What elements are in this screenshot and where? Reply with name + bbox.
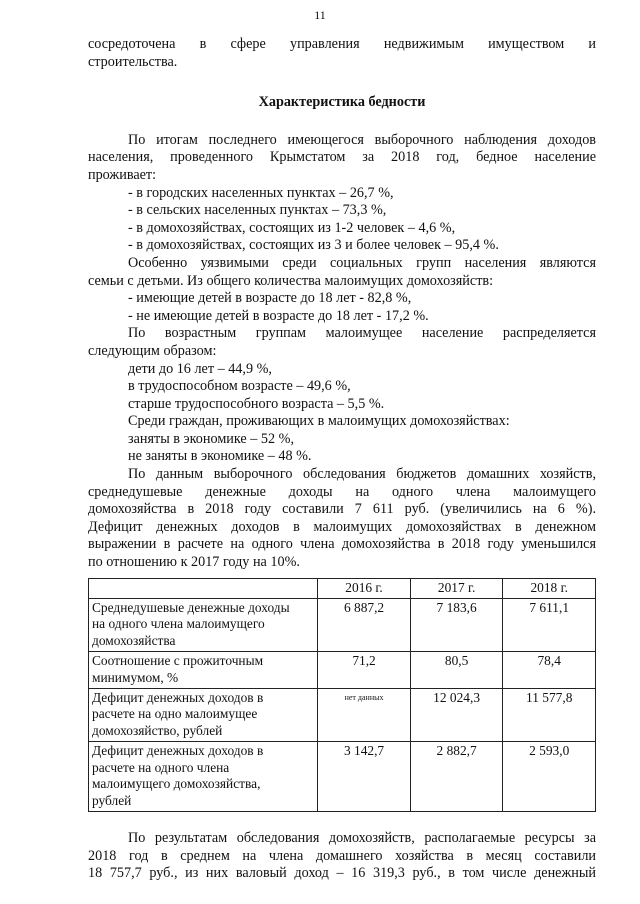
row-label [89,689,318,742]
text-line: По возрастным группам малоимущее население распределяется [128,325,596,342]
text-line: сосредоточена в сфере управления недвижимым имуществом и [88,36,596,52]
table-header-cell: 2017 г. [410,578,503,598]
list-item: - в домохозяйствах, состоящих из 3 и более человек – 95,4 %. [128,237,499,254]
page-number: 11 [314,8,326,22]
table-cell: 3 142,7 [318,742,411,812]
income-deficit-paragraph [88,466,596,572]
text-line: проживает: [88,166,157,183]
list-item: - в сельских населенных пунктах – 73,3 %, [128,202,387,219]
children-list [88,290,596,325]
row-label [89,652,318,689]
table-cell: 6 887,2 [318,599,411,652]
text-line: по отношению к 2017 году на 10%. [88,554,300,571]
row-label [89,742,318,812]
table-cell: 78,4 [503,652,596,689]
text-line: населения, проведенного Крымстатом за 2018 год, бедное население [88,149,596,166]
text-line: строительства. [88,53,178,70]
table-cell: 2 882,7 [410,742,503,812]
list-item: в трудоспособном возрасте – 49,6 %, [128,378,351,395]
text-line: По итогам последнего имеющегося выборочного наблюдения доходов [128,131,596,148]
list-item: не заняты в экономике – 48 %. [128,448,312,465]
table-cell: 80,5 [410,652,503,689]
label-line: на одного члена малоимущего [92,616,265,632]
text-line: семьи с детьми. Из общего количества малоимущих домохозяйств: [88,272,494,289]
continued-paragraph [88,36,596,71]
text-line: Дефицит денежных доходов в малоимущих домохозяйствах в денежном [88,518,596,535]
row-label [89,599,318,652]
table-header-cell [89,578,318,598]
table-header-cell: 2018 г. [503,578,596,598]
list-item: заняты в экономике – 52 %, [128,430,295,447]
text-line: По результатам обследования домохозяйств, располагаемые ресурсы за [128,829,596,846]
age-groups-paragraph [88,325,596,360]
label-line: минимумом, % [92,669,179,685]
table-cell: нет данных [318,689,411,742]
text-line: 2018 год в среднем на члена домашнего хозяйства в месяц составили [88,847,596,864]
list-item: дети до 16 лет – 44,9 %, [128,360,272,377]
text-line: выражении в расчете на одного члена домохозяйства в 2018 году уменьшился [88,536,596,553]
page-content [88,36,596,883]
table-cell: 71,2 [318,652,411,689]
poverty-intro-paragraph [88,132,596,185]
text-line: домохозяйства в 2018 году составили 7 611 руб. (увеличились на 6 %). [88,501,596,518]
table-row [89,652,596,689]
label-line: расчете на одно малоимущее [92,706,258,722]
table-header-row [89,578,596,598]
label-line: Соотношение с прожиточным [92,653,264,669]
label-line: домохозяйства [92,632,176,648]
employment-intro: Среди граждан, проживающих в малоимущих домохозяйствах: [128,413,510,430]
table-cell: 2 593,0 [503,742,596,812]
table-row [89,599,596,652]
label-line: домохозяйство, рублей [92,722,223,738]
employment-list [88,431,596,466]
text-line: среднедушевые денежные доходы на одного члена малоимущего [88,483,596,500]
text-line: 18 757,7 руб., из них валовый доход – 16 319,3 руб., в том числе денежный [88,865,596,882]
table-header-cell: 2016 г. [318,578,411,598]
vulnerable-groups-paragraph [88,255,596,290]
income-table [88,578,596,812]
list-item: - в городских населенных пунктах – 26,7 %, [128,184,394,201]
list-item: - в домохозяйствах, состоящих из 1-2 человек – 4,6 %, [128,219,456,236]
label-line: Среднедушевые денежные доходы [92,600,290,616]
text-line: По данным выборочного обследования бюджетов домашних хозяйств, [128,466,596,483]
label-line: расчете на одного члена [92,759,230,775]
section-title: Характеристика бедности [258,94,426,111]
label-line: Дефицит денежных доходов в [92,690,264,706]
table-cell: 12 024,3 [410,689,503,742]
table-cell: 7 611,1 [503,599,596,652]
table-cell: 7 183,6 [410,599,503,652]
age-groups-list [88,361,596,414]
list-item: - не имеющие детей в возрасте до 18 лет - 17,2 %. [128,307,429,324]
residence-list [88,185,596,255]
table-row [89,742,596,812]
resources-paragraph [88,830,596,883]
text-line: следующим образом: [88,342,217,359]
label-line: рублей [92,792,132,808]
label-line: Дефицит денежных доходов в [92,743,264,759]
table-row [89,689,596,742]
text-line: Особенно уязвимыми среди социальных групп населения являются [128,254,596,271]
label-line: малоимущего домохозяйства, [92,776,261,792]
list-item: - имеющие детей в возрасте до 18 лет - 82,8 %, [128,290,412,307]
list-item: старше трудоспособного возраста – 5,5 %. [128,395,385,412]
table-cell: 11 577,8 [503,689,596,742]
